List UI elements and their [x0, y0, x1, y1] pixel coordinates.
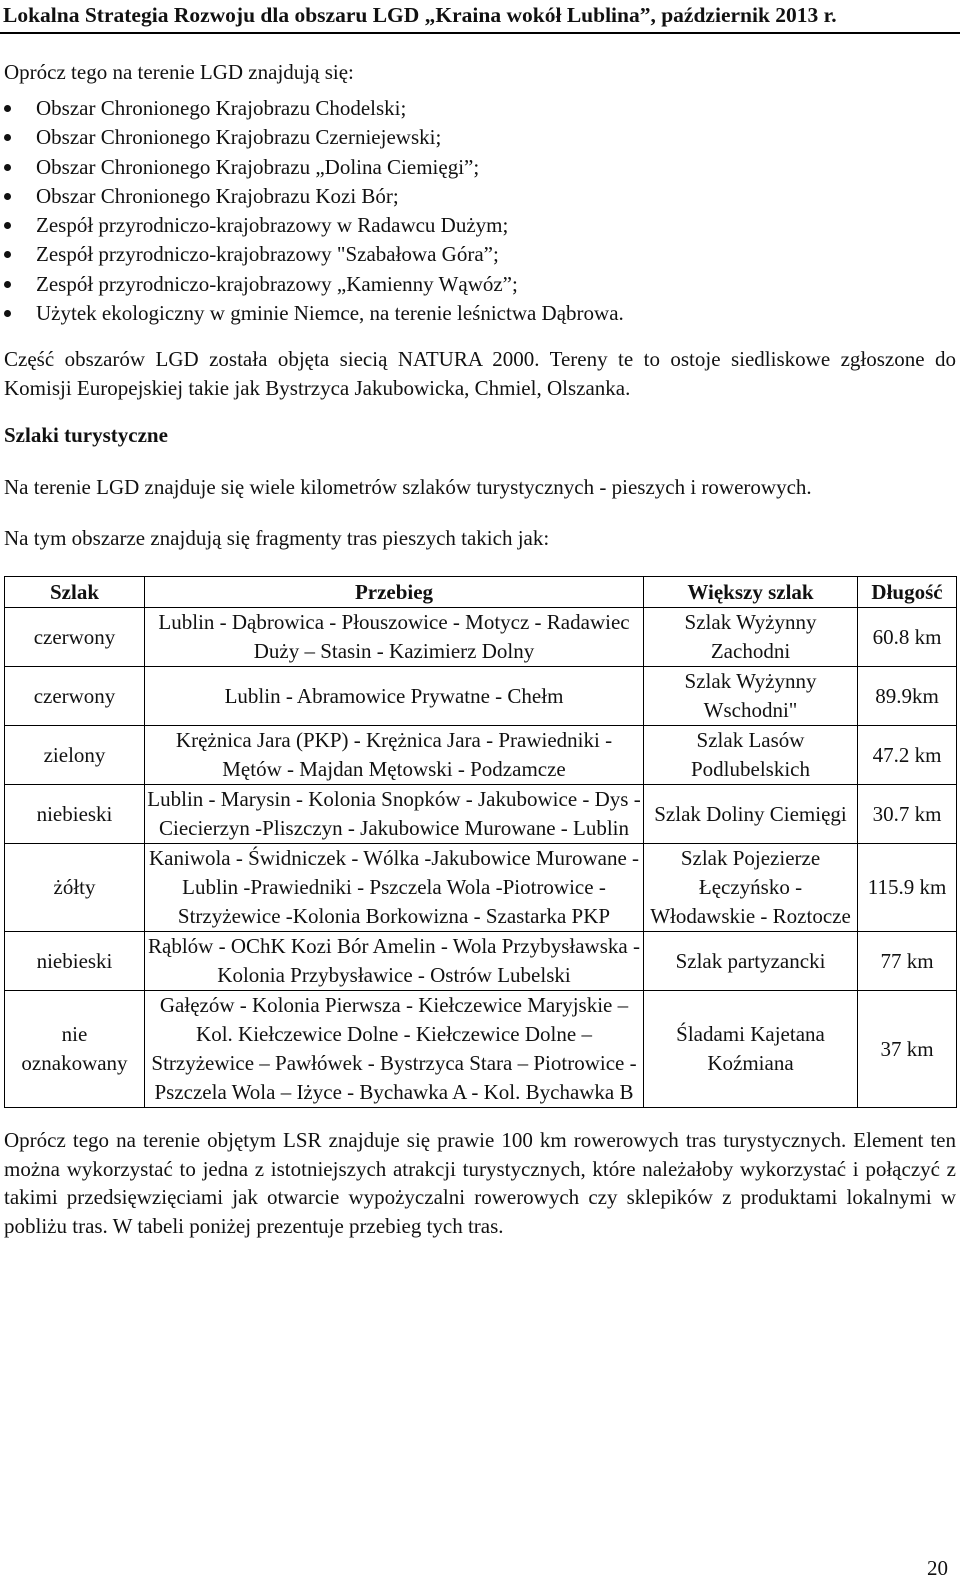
cell-wiekszy-szlak: Szlak partyzancki — [644, 932, 858, 991]
list-item — [4, 94, 956, 123]
cell-wiekszy-szlak: Szlak Doliny Ciemięgi — [644, 785, 858, 844]
bike-paragraph: Oprócz tego na terenie objętym LSR znajduje się prawie 100 km rowerowych tras turystycznych. Element ten można wykorzystać to jedna z istotniejszych atrakcji turystycznych, które należałoby wykorzystać i połączyć z takimi przedsięwzięciami jak otwarcie wypożyczalni rowerowych czy sklepików z produktami lokalnymi w pobliżu tras. W tabeli poniżej prezentuje przebieg tych tras. — [4, 1128, 956, 1238]
list-item-text: Zespół przyrodniczo-krajobrazowy "Szabałowa Góra”; — [36, 242, 499, 267]
cell-dlugosc: 60.8 km — [858, 608, 957, 667]
list-item — [4, 270, 956, 299]
cell-przebieg: Lublin - Marysin - Kolonia Snopków - Jakubowice - Dys - Ciecierzyn -Pliszczyn - Jakubowice Murowane - Lublin — [145, 785, 644, 844]
list-item-text: Obszar Chronionego Krajobrazu Czerniejewski; — [36, 125, 442, 150]
list-item-text: Zespół przyrodniczo-krajobrazowy „Kamienny Wąwóz”; — [36, 271, 518, 296]
table-row — [5, 726, 957, 785]
list-item — [4, 153, 956, 182]
list-item — [4, 240, 956, 269]
table-row — [5, 844, 957, 932]
cell-dlugosc: 47.2 km — [858, 726, 957, 785]
table-row — [5, 608, 957, 667]
bullet-icon — [4, 222, 11, 229]
cell-wiekszy-szlak: Szlak Wyżynny Zachodni — [644, 608, 858, 667]
cell-wiekszy-szlak: Szlak Pojezierze Łęczyńsko - Włodawskie - Roztocze — [644, 844, 858, 932]
cell-wiekszy-szlak: Śladami Kajetana Koźmiana — [644, 991, 858, 1108]
cell-przebieg: Kaniwola - Świdniczek - Wólka -Jakubowice Murowane - Lublin -Prawiedniki - Pszczela Wola -Piotrowice - Strzyżewice -Kolonia Borkowizna - Szastarka PKP — [145, 844, 644, 932]
table-row — [5, 785, 957, 844]
cell-szlak: żółty — [5, 844, 145, 932]
list-item-text: Obszar Chronionego Krajobrazu Kozi Bór; — [36, 183, 399, 208]
list-item — [4, 211, 956, 240]
cell-szlak: czerwony — [5, 608, 145, 667]
page-number: 20 — [927, 1556, 948, 1580]
bullet-icon — [4, 164, 11, 171]
column-header-wiekszy-szlak: Większy szlak — [644, 577, 858, 608]
page-header — [0, 0, 960, 34]
cell-wiekszy-szlak: Szlak Lasów Podlubelskich — [644, 726, 858, 785]
cell-szlak: czerwony — [5, 667, 145, 726]
cell-dlugosc: 115.9 km — [858, 844, 957, 932]
list-item — [4, 182, 956, 211]
column-header-przebieg: Przebieg — [145, 577, 644, 608]
page-content — [4, 58, 956, 1240]
cell-przebieg: Krężnica Jara (PKP) - Krężnica Jara - Prawiedniki - Mętów - Majdan Mętowski - Podzamcze — [145, 726, 644, 785]
bullet-icon — [4, 310, 11, 317]
cell-szlak: zielony — [5, 726, 145, 785]
bullet-icon — [4, 251, 11, 258]
trails-heading: Szlaki turystyczne — [4, 423, 168, 448]
bullet-icon — [4, 281, 11, 288]
cell-przebieg: Gałęzów - Kolonia Pierwsza - Kiełczewice Maryjskie – Kol. Kiełczewice Dolne - Kiełczewice Dolne – Strzyżewice – Pawłówek - Bystrzyca Stara – Piotrowice - Pszczela Wola – Iżyce - Bychawka A - Kol. Bychawka B — [145, 991, 644, 1108]
list-item — [4, 299, 956, 328]
cell-wiekszy-szlak: Szlak Wyżynny Wschodni" — [644, 667, 858, 726]
bullet-icon — [4, 193, 11, 200]
list-item-text: Obszar Chronionego Krajobrazu „Dolina Ciemięgi”; — [36, 154, 480, 179]
column-header-dlugosc: Długość — [858, 577, 957, 608]
table-row — [5, 932, 957, 991]
table-header-row — [5, 577, 957, 608]
trails-table — [4, 576, 957, 1108]
cell-dlugosc: 89.9km — [858, 667, 957, 726]
cell-szlak: niebieski — [5, 785, 145, 844]
cell-przebieg: Rąblów - OChK Kozi Bór Amelin - Wola Przybysławska - Kolonia Przybysławice - Ostrów Lubelski — [145, 932, 644, 991]
list-item-text: Zespół przyrodniczo-krajobrazowy w Radawcu Dużym; — [36, 213, 509, 238]
cell-dlugosc: 37 km — [858, 991, 957, 1108]
trails-paragraph: Na terenie LGD znajduje się wiele kilometrów szlaków turystycznych - pieszych i rowerowych. — [4, 475, 812, 500]
table-row — [5, 667, 957, 726]
intro-paragraph: Oprócz tego na terenie LGD znajdują się: — [4, 60, 354, 84]
cell-dlugosc: 30.7 km — [858, 785, 957, 844]
list-item — [4, 123, 956, 152]
cell-szlak: niebieski — [5, 932, 145, 991]
cell-przebieg: Lublin - Abramowice Prywatne - Chełm — [145, 667, 644, 726]
protected-areas-list — [4, 94, 956, 328]
cell-przebieg: Lublin - Dąbrowica - Płouszowice - Motycz - Radawiec Duży – Stasin - Kazimierz Dolny — [145, 608, 644, 667]
natura-paragraph: Część obszarów LGD została objęta siecią NATURA 2000. Tereny te to ostoje siedliskowe zgłoszone do Komisji Europejskiej takie jak Bystrzyca Jakubowicka, Chmiel, Olszanka. — [4, 347, 956, 401]
table-row — [5, 991, 957, 1108]
list-item-text: Użytek ekologiczny w gminie Niemce, na terenie leśnictwa Dąbrowa. — [36, 301, 624, 326]
cell-szlak: nie oznakowany — [5, 991, 145, 1108]
table-intro: Na tym obszarze znajdują się fragmenty tras pieszych takich jak: — [4, 526, 550, 551]
bullet-icon — [4, 105, 11, 112]
list-item-text: Obszar Chronionego Krajobrazu Chodelski; — [36, 96, 407, 120]
bullet-icon — [4, 134, 11, 141]
document-title: Lokalna Strategia Rozwoju dla obszaru LGD „Kraina wokół Lublina”, październik 2013 r. — [3, 3, 837, 27]
cell-dlugosc: 77 km — [858, 932, 957, 991]
column-header-szlak: Szlak — [5, 577, 145, 608]
